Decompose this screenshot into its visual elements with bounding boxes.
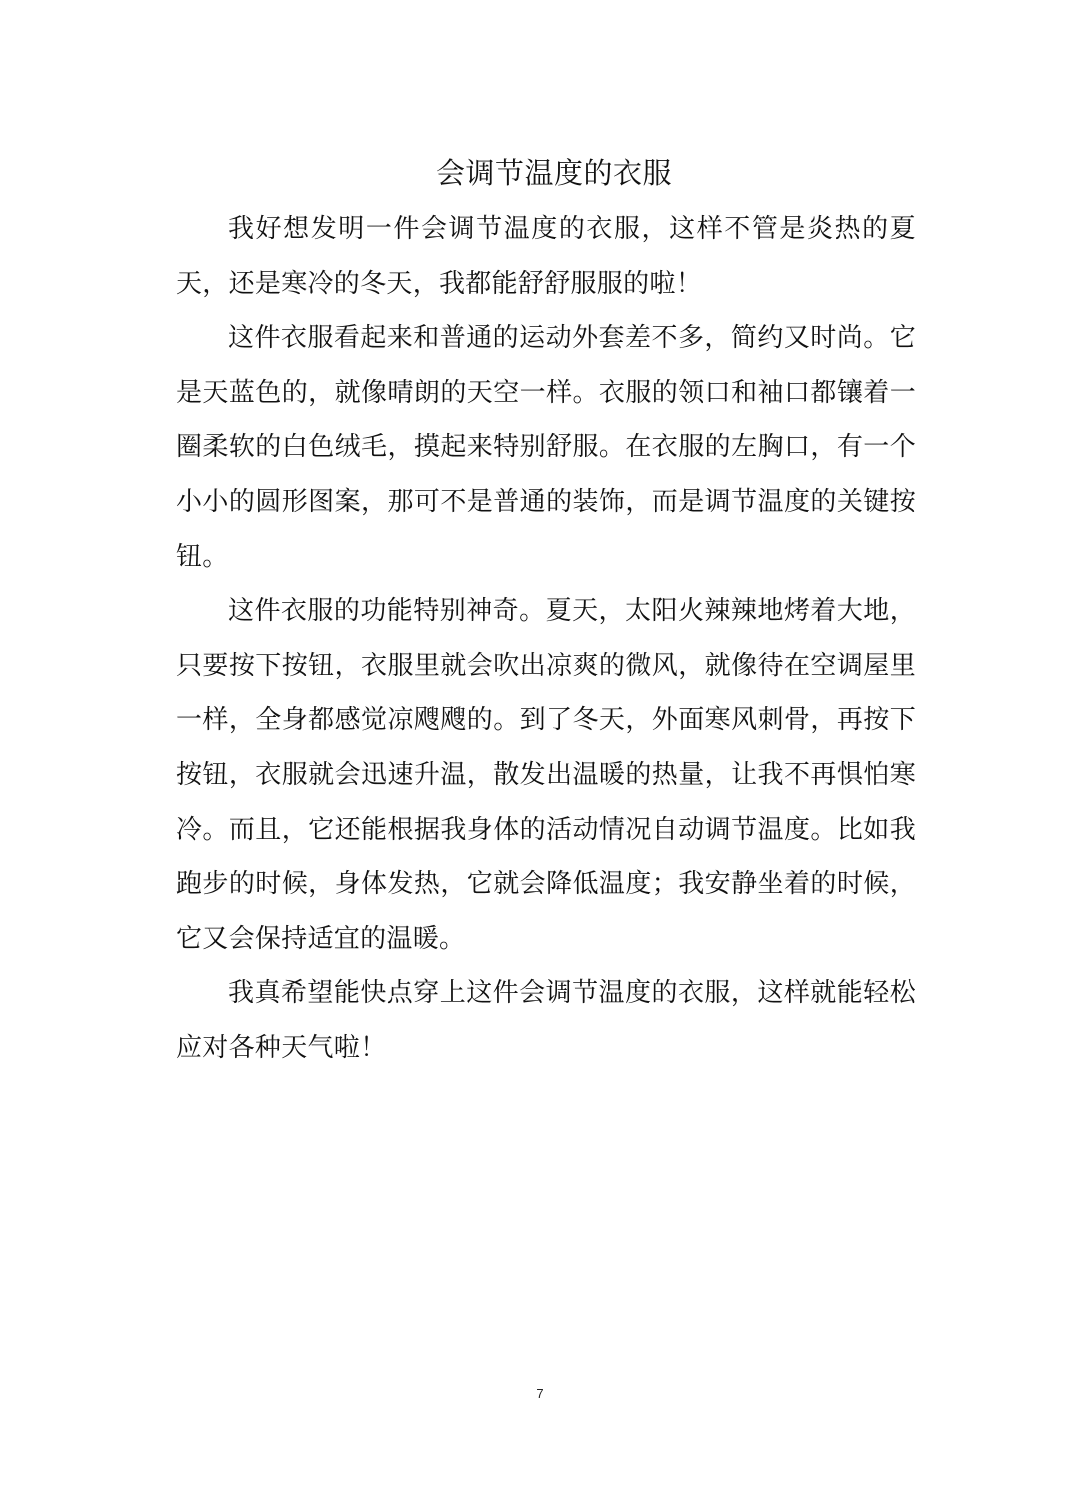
paragraph-appearance: 这件衣服看起来和普通的运动外套差不多，简约又时尚。它是天蓝色的，就像晴朗的天空一样。衣服的领口和袖口都镶着一圈柔软的白色绒毛，摸起来特别舒服。在衣服的左胸口，有一个小小的圆形图案，那可不是普通的装饰，而是调节温度的关键按钮。 [176,323,916,572]
essay-body [176,148,916,1076]
page-number: 7 [536,1386,544,1401]
paragraph-intro: 我好想发明一件会调节温度的衣服，这样不管是炎热的夏天，还是寒冷的冬天，我都能舒舒服服的啦！ [176,214,916,299]
paragraph-conclusion: 我真希望能快点穿上这件会调节温度的衣服，这样就能轻松应对各种天气啦！ [176,978,916,1063]
essay-title: 会调节温度的衣服 [435,156,672,190]
paragraph-function: 这件衣服的功能特别神奇。夏天，太阳火辣辣地烤着大地，只要按下按钮，衣服里就会吹出凉爽的微风，就像待在空调屋里一样，全身都感觉凉飕飕的。到了冬天，外面寒风刺骨，再按下按钮，衣服就会迅速升温，散发出温暖的热量，让我不再惧怕寒冷。而且，它还能根据我身体的活动情况自动调节温度。比如我跑步的时候，身体发热，它就会降低温度；我安静坐着的时候，它又会保持适宜的温暖。 [176,596,916,954]
